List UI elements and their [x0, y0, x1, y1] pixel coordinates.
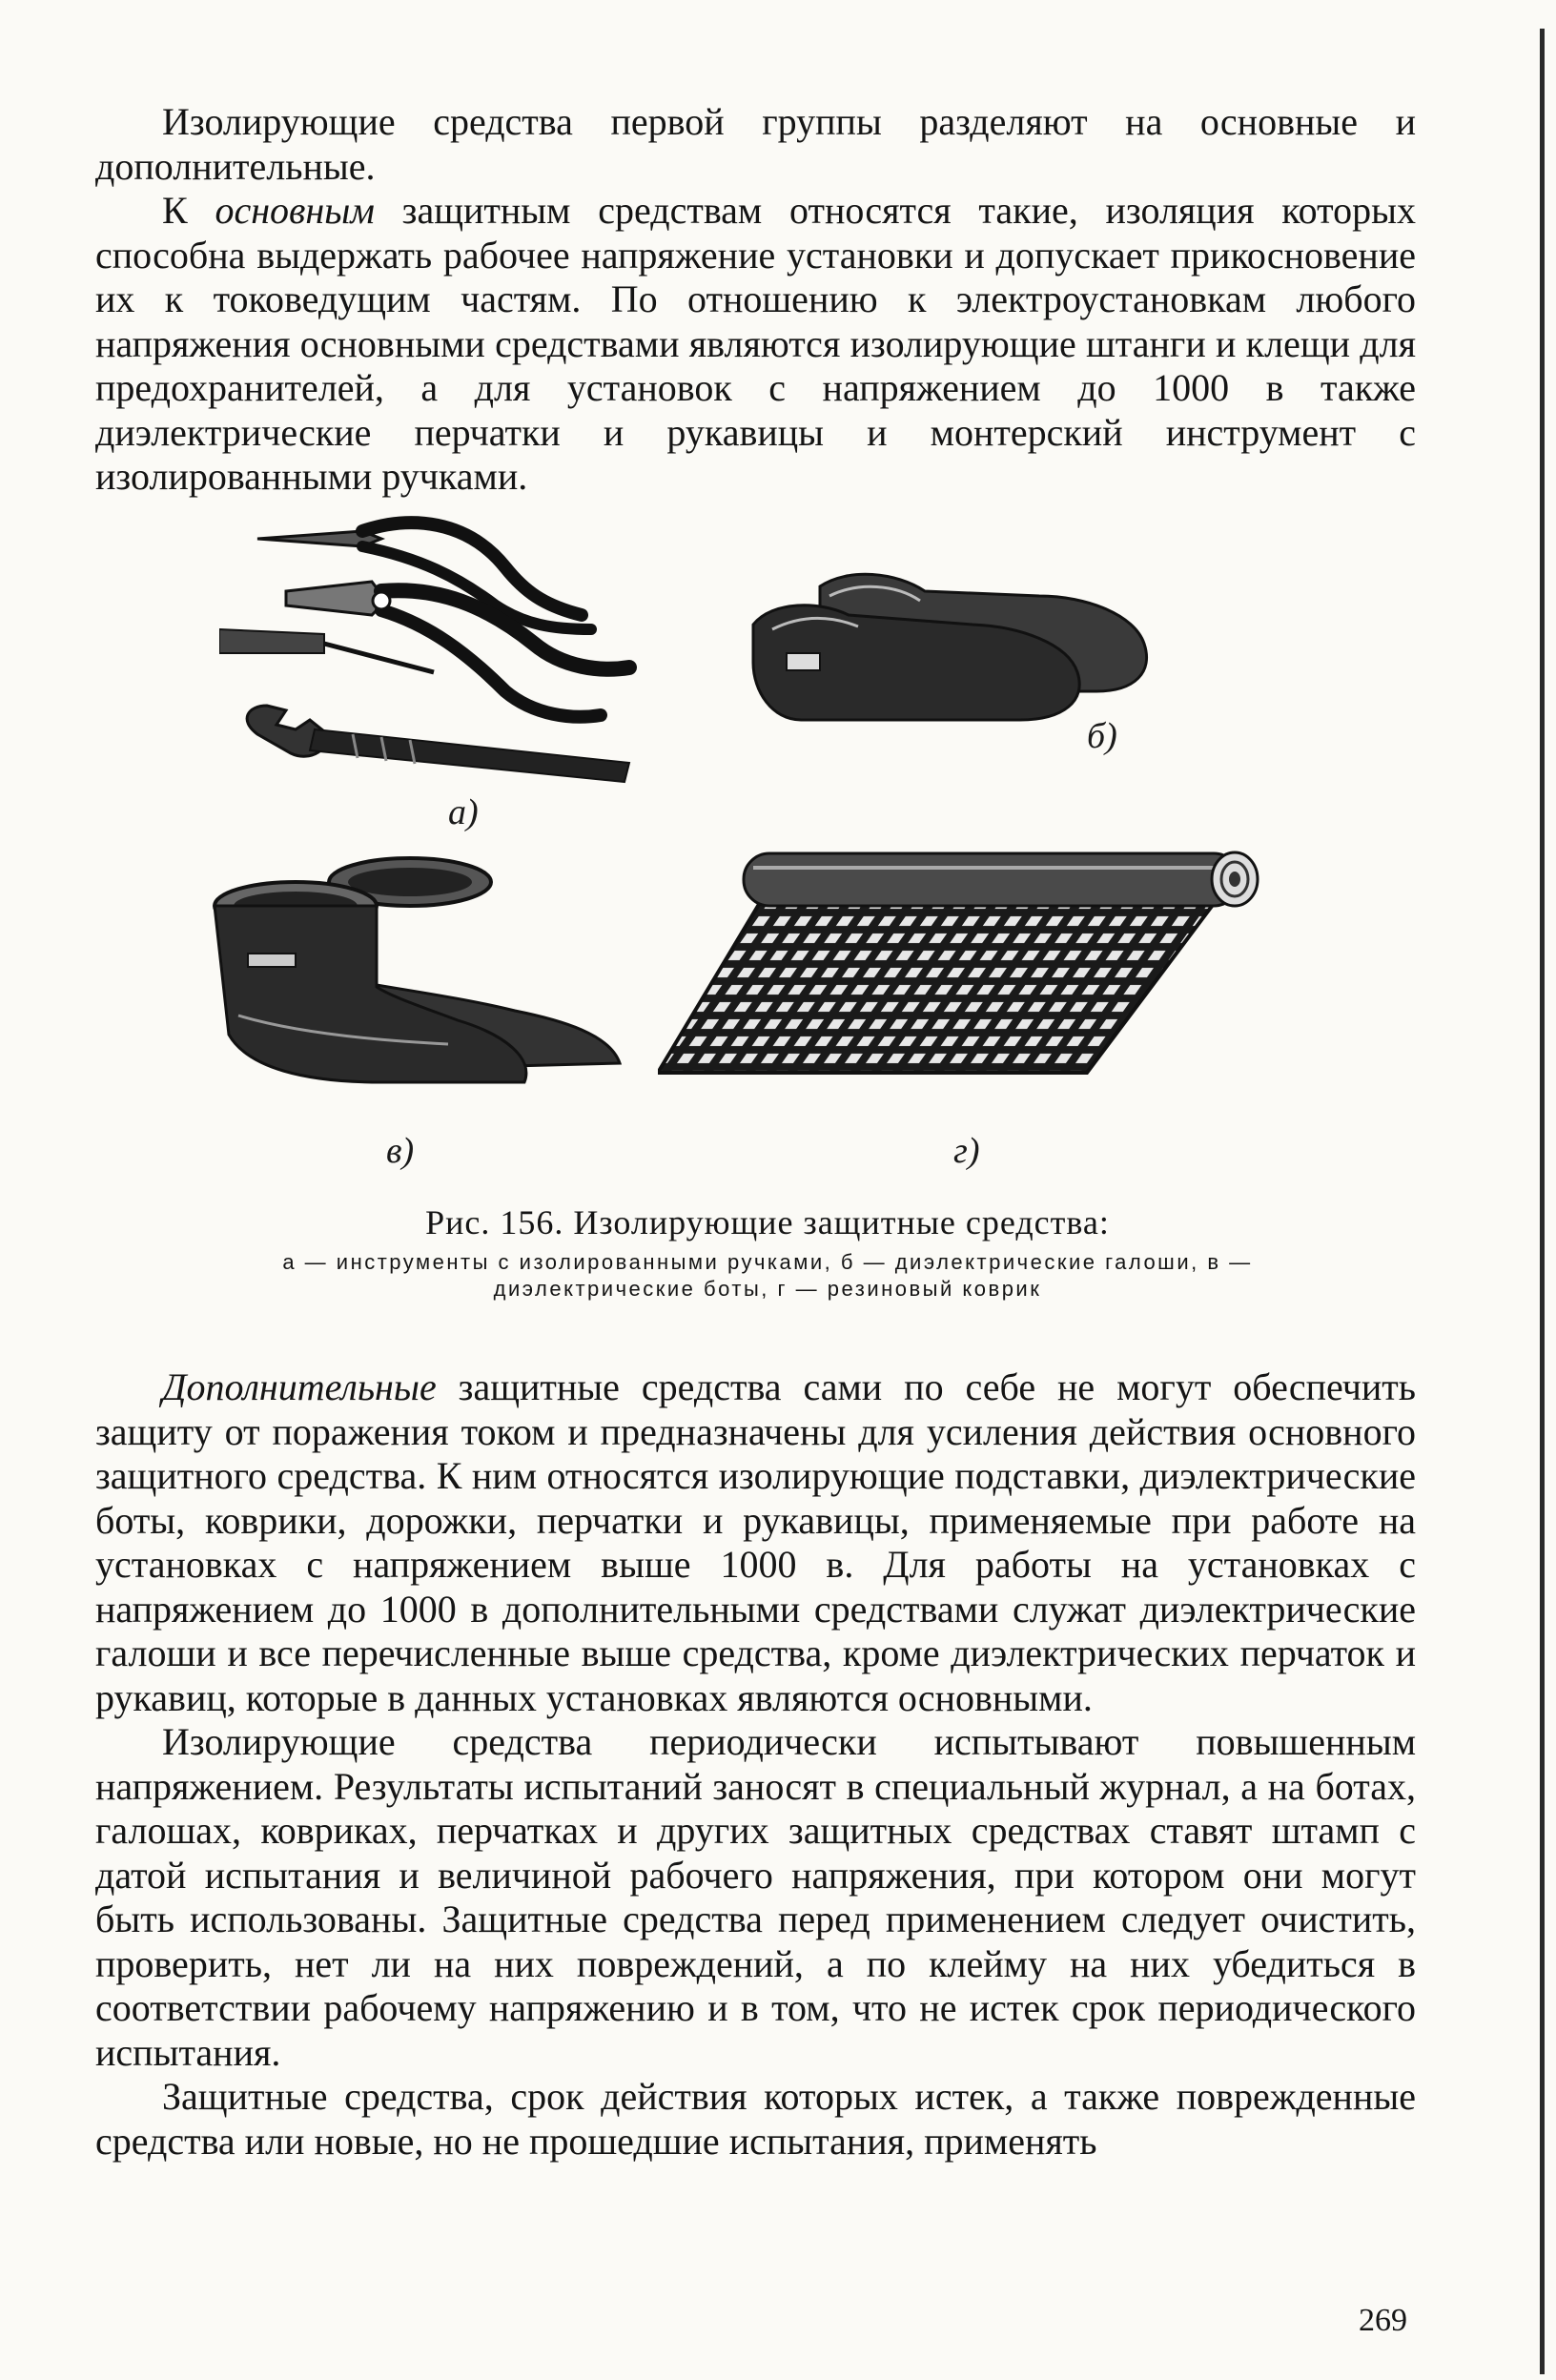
paragraph-text: К [162, 189, 215, 232]
figure-caption [229, 1201, 1306, 1303]
page-number: 269 [1359, 2303, 1407, 2338]
panel-mat [658, 844, 1268, 1092]
page-edge [1540, 29, 1545, 2374]
top-text-block [95, 100, 1416, 500]
panel-label-b: б) [1087, 716, 1117, 756]
rubber-mat-illustration [658, 844, 1268, 1092]
panel-tools [219, 510, 715, 796]
paragraph-additional-means [95, 1365, 1416, 1720]
insulated-tools-illustration [219, 510, 715, 796]
paragraph-text: защитным средствам относятся такие, изоляция которых способна выдержать рабочее напряжение установки и допускает прикосновение их к токоведущим частям. По отношению к электроустановкам любого напряжения основными средствами являются изолирующие штанги и клещи для предохранителей, а для установок с напряжением до 1000 в также диэлектрические перчатки и рукавицы и монтерский инструмент с изолированными ручками. [95, 189, 1416, 498]
paragraph-testing: Изолирующие средства периодически испытывают повышенным напряжением. Результаты испытаний заносят в специальный журнал, а на ботах, галошах, ковриках, перчатках и других защитных средствах ставят штамп с датой испытания и величиной рабочего напряжения, при котором они могут быть использованы. Защитные средства перед применением следует очистить, проверить, нет ли на них повреждений, а по клейму на них убедиться в соответствии рабочему напряжению и в том, что не истек срок периодического испытания. [95, 1720, 1416, 2074]
panel-boots [210, 844, 629, 1092]
paragraph-basic-means [95, 189, 1416, 500]
caption-title: Рис. 156. Изолирующие защитные средства: [425, 1203, 1110, 1241]
bottom-text-block [95, 1365, 1416, 2164]
panel-label-a: а) [448, 792, 479, 832]
paragraph-intro: Изолирующие средства первой группы разделяют на основные и дополнительные. [95, 100, 1416, 188]
paragraph-text: защитные средства сами по себе не могут обеспечить защиту от поражения током и предназначены для усиления действия основного защитного средства. К ним относятся изолирующие подставки, диэлектрические боты, коврики, дорожки, перчатки и рукавицы, применяемые при работе на установках с напряжением выше 1000 в. Для работы на установках с напряжением до 1000 в дополнительными средствами служат диэлектрические галоши и все перечисленные выше средства, кроме диэлектрических перчаток и рукавиц, которые в данных установках являются основными. [95, 1365, 1416, 1719]
panel-label-v: в) [386, 1131, 415, 1171]
caption-legend: а — инструменты с изолированными ручками, б — диэлектрические галоши, в — диэлектрические боты, г — резиновый коврик [282, 1250, 1253, 1301]
emphasis-term: основным [215, 189, 375, 232]
panel-label-g: г) [953, 1131, 980, 1171]
paragraph-expired: Защитные средства, срок действия которых истек, а также поврежденные средства или новые, но не прошедшие испытания, применять [95, 2075, 1416, 2163]
emphasis-term: Дополнительные [162, 1365, 437, 1408]
figure-156 [200, 510, 1297, 1178]
dielectric-boots-illustration [210, 844, 629, 1092]
